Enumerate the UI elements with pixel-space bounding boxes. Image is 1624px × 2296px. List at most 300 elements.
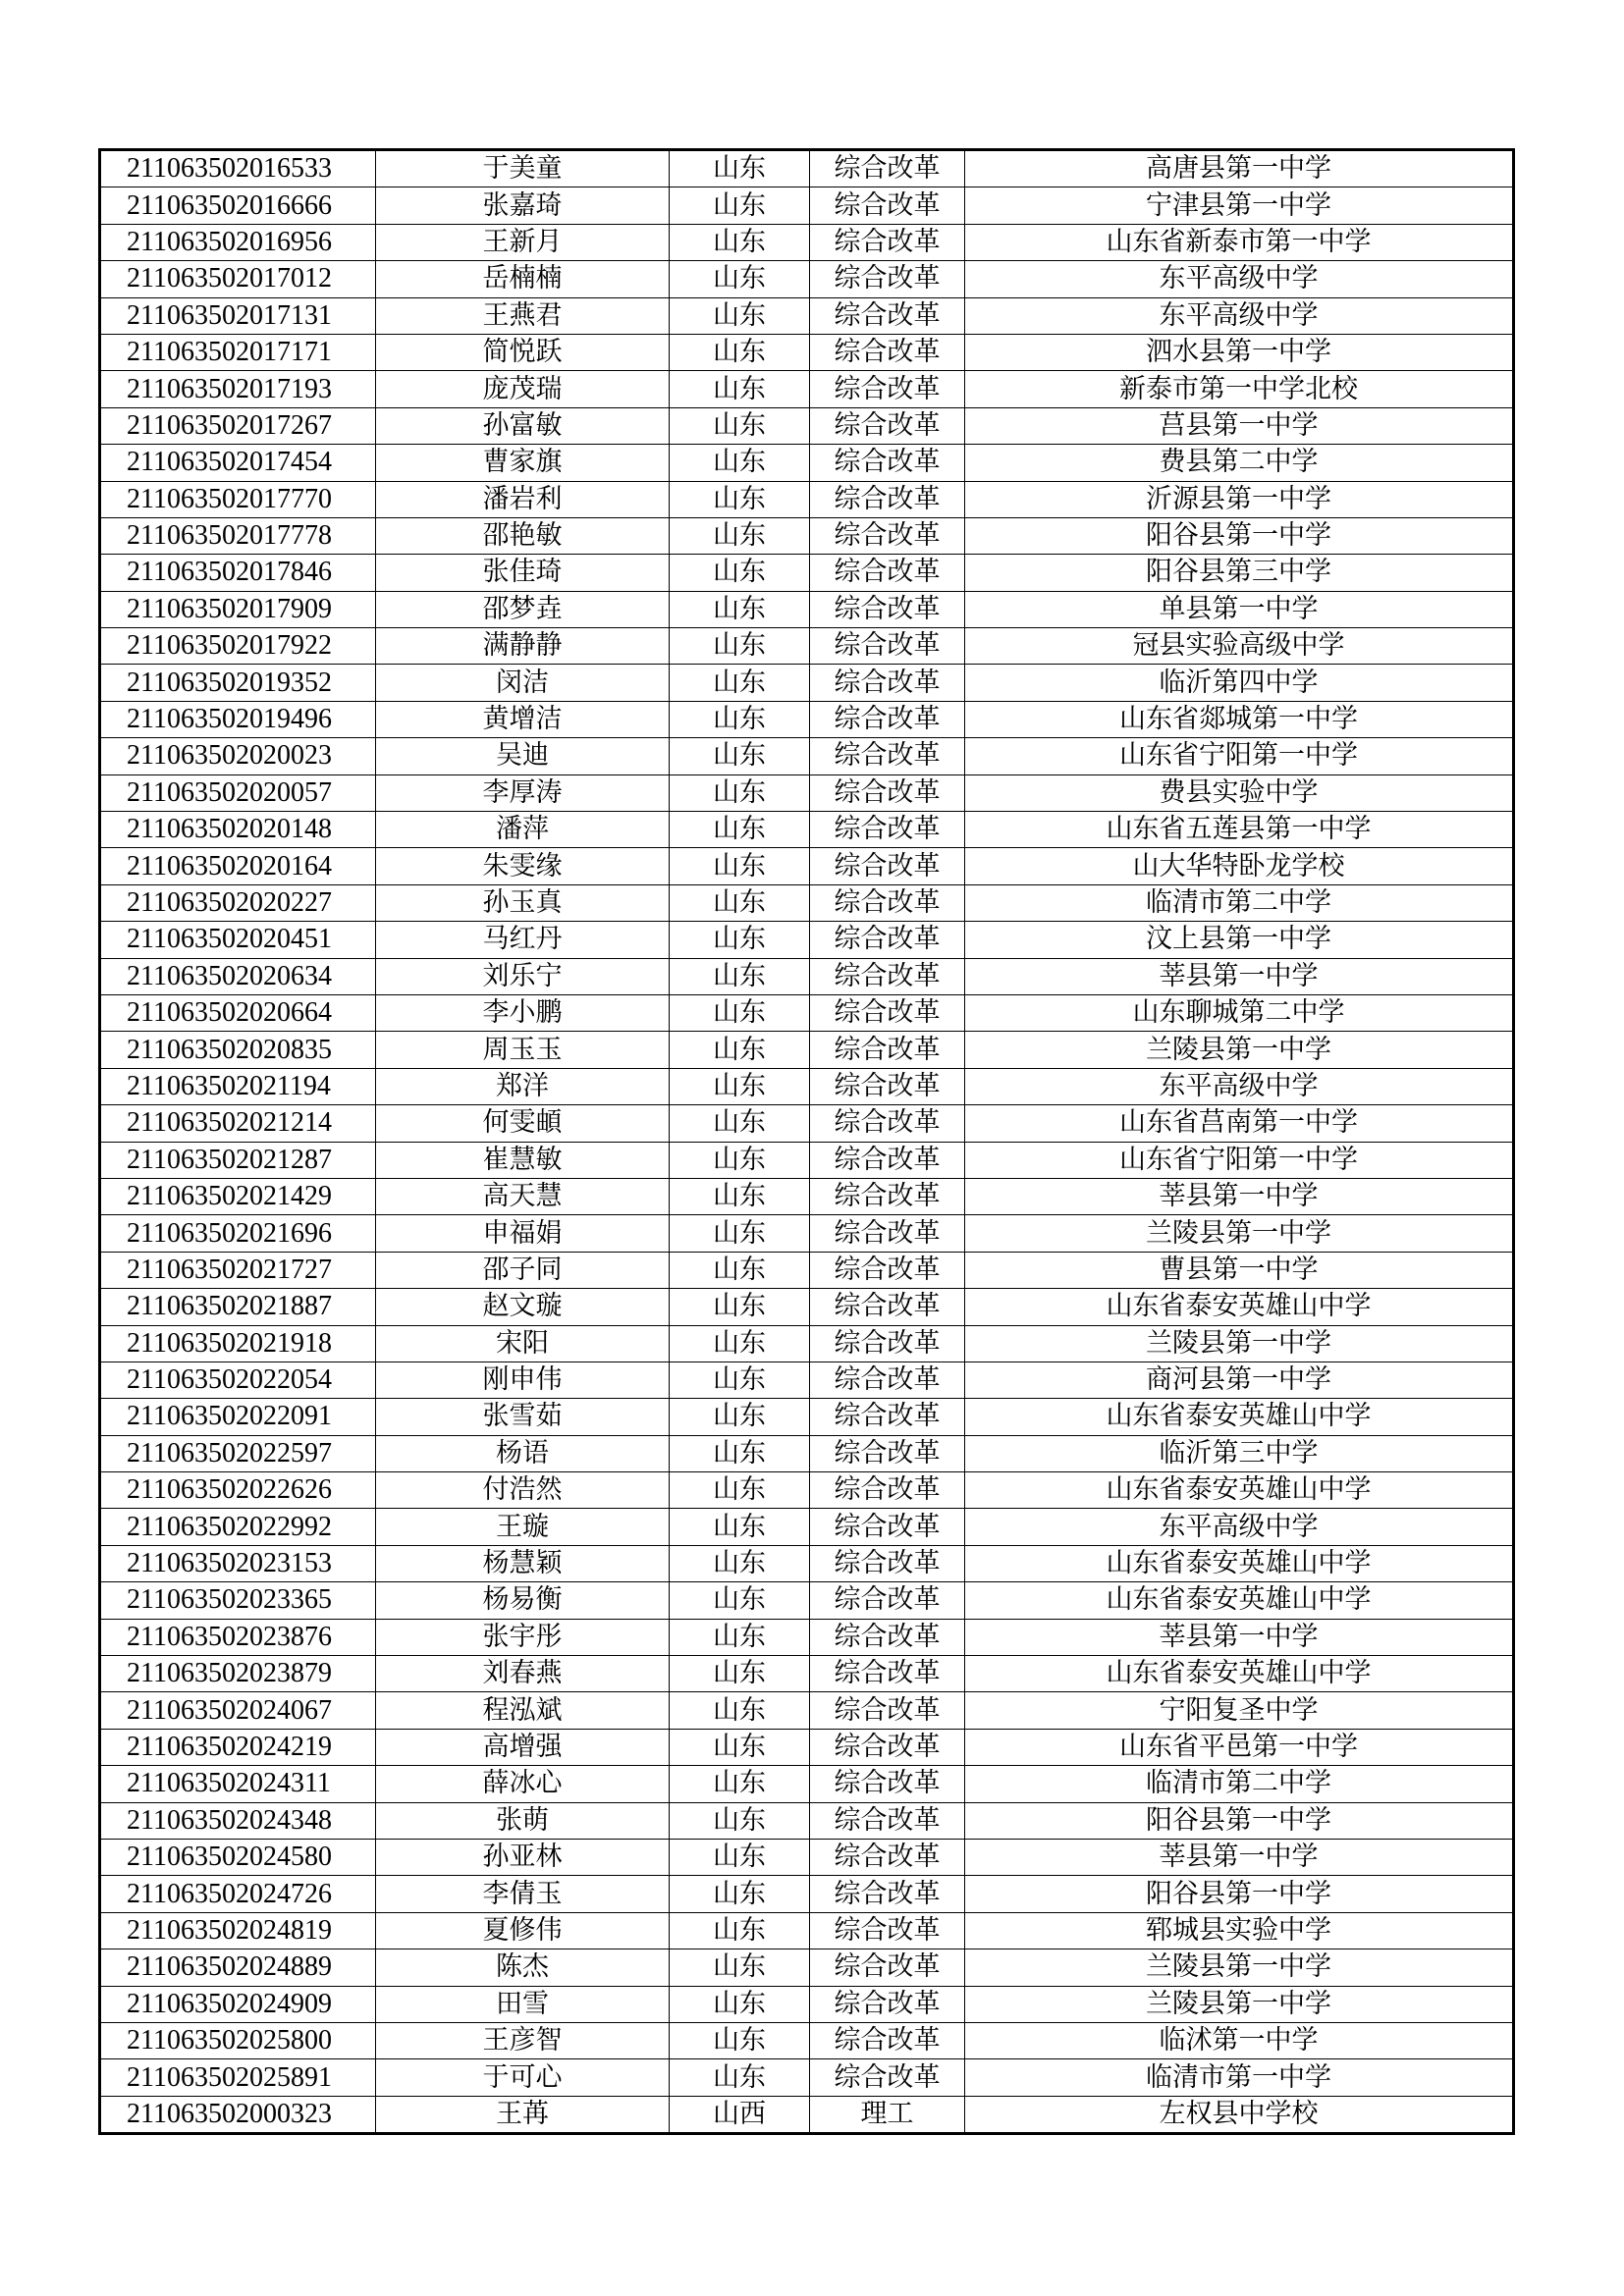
- student-name-cell: 田雪: [376, 1986, 670, 2022]
- student-name-cell: 王璇: [376, 1509, 670, 1545]
- exam-id-cell: 211063502017909: [100, 591, 376, 627]
- exam-id-cell: 211063502000323: [100, 2096, 376, 2133]
- school-cell: 兰陵县第一中学: [965, 1215, 1514, 1252]
- category-cell: 综合改革: [810, 958, 965, 994]
- exam-id-cell: 211063502016533: [100, 150, 376, 187]
- category-cell: 综合改革: [810, 1105, 965, 1142]
- table-row: [100, 1876, 1514, 1912]
- province-cell: 山东: [670, 1472, 810, 1509]
- exam-id-cell: 211063502020227: [100, 884, 376, 921]
- school-cell: 阳谷县第一中学: [965, 517, 1514, 554]
- student-name-cell: 朱雯缘: [376, 848, 670, 884]
- school-cell: 山东省莒南第一中学: [965, 1105, 1514, 1142]
- exam-id-cell: 211063502022597: [100, 1435, 376, 1471]
- province-cell: 山东: [670, 848, 810, 884]
- student-name-cell: 孙玉真: [376, 884, 670, 921]
- student-name-cell: 薛冰心: [376, 1766, 670, 1802]
- category-cell: 综合改革: [810, 774, 965, 811]
- category-cell: 综合改革: [810, 1509, 965, 1545]
- category-cell: 综合改革: [810, 922, 965, 958]
- exam-id-cell: 211063502020148: [100, 812, 376, 848]
- category-cell: 综合改革: [810, 701, 965, 737]
- student-name-cell: 黄增洁: [376, 701, 670, 737]
- province-cell: 山东: [670, 371, 810, 407]
- exam-id-cell: 211063502017846: [100, 555, 376, 591]
- exam-id-cell: 211063502016956: [100, 224, 376, 260]
- school-cell: 莘县第一中学: [965, 1619, 1514, 1655]
- school-cell: 山东聊城第二中学: [965, 994, 1514, 1031]
- school-cell: 山东省泰安英雄山中学: [965, 1399, 1514, 1435]
- province-cell: 山东: [670, 1252, 810, 1288]
- exam-id-cell: 211063502020023: [100, 738, 376, 774]
- school-cell: 阳谷县第三中学: [965, 555, 1514, 591]
- school-cell: 莘县第一中学: [965, 1178, 1514, 1214]
- table-row: [100, 1435, 1514, 1471]
- exam-id-cell: 211063502020164: [100, 848, 376, 884]
- province-cell: 山东: [670, 1215, 810, 1252]
- province-cell: 山东: [670, 1032, 810, 1068]
- table-row: [100, 445, 1514, 481]
- exam-id-cell: 211063502020634: [100, 958, 376, 994]
- table-row: [100, 2022, 1514, 2058]
- province-cell: 山东: [670, 2059, 810, 2096]
- province-cell: 山东: [670, 1802, 810, 1839]
- exam-id-cell: 211063502016666: [100, 187, 376, 224]
- table-row: [100, 591, 1514, 627]
- category-cell: 综合改革: [810, 884, 965, 921]
- province-cell: 山东: [670, 884, 810, 921]
- category-cell: 综合改革: [810, 1839, 965, 1875]
- exam-id-cell: 211063502017922: [100, 628, 376, 665]
- province-cell: 山东: [670, 297, 810, 334]
- school-cell: 临沂第四中学: [965, 665, 1514, 701]
- school-cell: 东平高级中学: [965, 1509, 1514, 1545]
- student-name-cell: 申福娟: [376, 1215, 670, 1252]
- student-name-cell: 王彦智: [376, 2022, 670, 2058]
- province-cell: 山东: [670, 1912, 810, 1949]
- category-cell: 综合改革: [810, 1215, 965, 1252]
- table-row: [100, 555, 1514, 591]
- exam-id-cell: 211063502024219: [100, 1729, 376, 1765]
- school-cell: 宁阳复圣中学: [965, 1692, 1514, 1729]
- school-cell: 高唐县第一中学: [965, 150, 1514, 187]
- table-row: [100, 187, 1514, 224]
- province-cell: 山东: [670, 1362, 810, 1398]
- school-cell: 山东省郯城第一中学: [965, 701, 1514, 737]
- table-row: [100, 922, 1514, 958]
- table-row: [100, 1766, 1514, 1802]
- category-cell: 综合改革: [810, 1729, 965, 1765]
- table-row: [100, 1656, 1514, 1692]
- student-name-cell: 潘岩利: [376, 481, 670, 517]
- exam-id-cell: 211063502017012: [100, 261, 376, 297]
- table-row: [100, 1362, 1514, 1398]
- student-name-cell: 周玉玉: [376, 1032, 670, 1068]
- table-row: [100, 1582, 1514, 1619]
- province-cell: 山东: [670, 1325, 810, 1362]
- school-cell: 单县第一中学: [965, 591, 1514, 627]
- exam-id-cell: 211063502019496: [100, 701, 376, 737]
- school-cell: 郓城县实验中学: [965, 1912, 1514, 1949]
- student-name-cell: 陈杰: [376, 1949, 670, 1986]
- table-row: [100, 738, 1514, 774]
- category-cell: 综合改革: [810, 591, 965, 627]
- exam-id-cell: 211063502024348: [100, 1802, 376, 1839]
- exam-id-cell: 211063502024889: [100, 1949, 376, 1986]
- province-cell: 山东: [670, 1619, 810, 1655]
- exam-id-cell: 211063502021214: [100, 1105, 376, 1142]
- category-cell: 综合改革: [810, 1582, 965, 1619]
- student-name-cell: 邵子同: [376, 1252, 670, 1288]
- exam-id-cell: 211063502021429: [100, 1178, 376, 1214]
- table-row: [100, 1142, 1514, 1178]
- province-cell: 山东: [670, 738, 810, 774]
- exam-id-cell: 211063502021696: [100, 1215, 376, 1252]
- province-cell: 山东: [670, 1692, 810, 1729]
- student-name-cell: 王苒: [376, 2096, 670, 2133]
- student-name-cell: 郑洋: [376, 1068, 670, 1104]
- student-name-cell: 刘乐宁: [376, 958, 670, 994]
- student-name-cell: 刚申伟: [376, 1362, 670, 1398]
- province-cell: 山东: [670, 665, 810, 701]
- category-cell: 综合改革: [810, 1178, 965, 1214]
- student-name-cell: 张佳琦: [376, 555, 670, 591]
- table-row: [100, 1545, 1514, 1581]
- category-cell: 综合改革: [810, 1802, 965, 1839]
- province-cell: 山东: [670, 1949, 810, 1986]
- student-name-cell: 岳楠楠: [376, 261, 670, 297]
- category-cell: 综合改革: [810, 848, 965, 884]
- table-row: [100, 848, 1514, 884]
- roster-body: [100, 150, 1514, 2134]
- student-name-cell: 杨易衡: [376, 1582, 670, 1619]
- table-row: [100, 1619, 1514, 1655]
- student-name-cell: 庞茂瑞: [376, 371, 670, 407]
- province-cell: 山东: [670, 1839, 810, 1875]
- table-row: [100, 1472, 1514, 1509]
- exam-id-cell: 211063502025891: [100, 2059, 376, 2096]
- exam-id-cell: 211063502017267: [100, 407, 376, 444]
- table-row: [100, 150, 1514, 187]
- category-cell: 综合改革: [810, 555, 965, 591]
- student-name-cell: 李小鹏: [376, 994, 670, 1031]
- school-cell: 曹县第一中学: [965, 1252, 1514, 1288]
- school-cell: 冠县实验高级中学: [965, 628, 1514, 665]
- category-cell: 综合改革: [810, 1362, 965, 1398]
- province-cell: 山东: [670, 261, 810, 297]
- province-cell: 山东: [670, 1178, 810, 1214]
- exam-id-cell: 211063502022091: [100, 1399, 376, 1435]
- table-row: [100, 481, 1514, 517]
- province-cell: 山东: [670, 1435, 810, 1471]
- province-cell: 山东: [670, 1729, 810, 1765]
- category-cell: 综合改革: [810, 150, 965, 187]
- exam-id-cell: 211063502020835: [100, 1032, 376, 1068]
- student-name-cell: 赵文璇: [376, 1289, 670, 1325]
- school-cell: 山东省泰安英雄山中学: [965, 1545, 1514, 1581]
- table-row: [100, 517, 1514, 554]
- category-cell: 综合改革: [810, 2022, 965, 2058]
- category-cell: 综合改革: [810, 1545, 965, 1581]
- school-cell: 山东省泰安英雄山中学: [965, 1289, 1514, 1325]
- student-name-cell: 王燕君: [376, 297, 670, 334]
- student-name-cell: 宋阳: [376, 1325, 670, 1362]
- table-row: [100, 1912, 1514, 1949]
- table-row: [100, 1032, 1514, 1068]
- student-name-cell: 马红丹: [376, 922, 670, 958]
- category-cell: 综合改革: [810, 1399, 965, 1435]
- province-cell: 山东: [670, 1582, 810, 1619]
- school-cell: 临清市第一中学: [965, 2059, 1514, 2096]
- school-cell: 莘县第一中学: [965, 958, 1514, 994]
- category-cell: 综合改革: [810, 1692, 965, 1729]
- school-cell: 山东省五莲县第一中学: [965, 812, 1514, 848]
- category-cell: 理工: [810, 2096, 965, 2133]
- category-cell: 综合改革: [810, 334, 965, 370]
- table-row: [100, 2059, 1514, 2096]
- province-cell: 山西: [670, 2096, 810, 2133]
- exam-id-cell: 211063502021287: [100, 1142, 376, 1178]
- table-row: [100, 774, 1514, 811]
- province-cell: 山东: [670, 445, 810, 481]
- category-cell: 综合改革: [810, 481, 965, 517]
- exam-id-cell: 211063502017770: [100, 481, 376, 517]
- student-name-cell: 高天慧: [376, 1178, 670, 1214]
- province-cell: 山东: [670, 224, 810, 260]
- category-cell: 综合改革: [810, 1619, 965, 1655]
- exam-id-cell: 211063502020451: [100, 922, 376, 958]
- school-cell: 费县第二中学: [965, 445, 1514, 481]
- school-cell: 山东省平邑第一中学: [965, 1729, 1514, 1765]
- exam-id-cell: 211063502022626: [100, 1472, 376, 1509]
- table-row: [100, 1986, 1514, 2022]
- school-cell: 兰陵县第一中学: [965, 1949, 1514, 1986]
- table-row: [100, 371, 1514, 407]
- exam-id-cell: 211063502025800: [100, 2022, 376, 2058]
- exam-id-cell: 211063502024580: [100, 1839, 376, 1875]
- student-name-cell: 于美童: [376, 150, 670, 187]
- school-cell: 东平高级中学: [965, 297, 1514, 334]
- exam-id-cell: 211063502022054: [100, 1362, 376, 1398]
- student-name-cell: 杨语: [376, 1435, 670, 1471]
- school-cell: 莘县第一中学: [965, 1839, 1514, 1875]
- province-cell: 山东: [670, 591, 810, 627]
- exam-id-cell: 211063502019352: [100, 665, 376, 701]
- province-cell: 山东: [670, 2022, 810, 2058]
- category-cell: 综合改革: [810, 1986, 965, 2022]
- province-cell: 山东: [670, 481, 810, 517]
- province-cell: 山东: [670, 150, 810, 187]
- table-row: [100, 1215, 1514, 1252]
- school-cell: 山大华特卧龙学校: [965, 848, 1514, 884]
- exam-id-cell: 211063502021727: [100, 1252, 376, 1288]
- province-cell: 山东: [670, 1876, 810, 1912]
- school-cell: 山东省泰安英雄山中学: [965, 1656, 1514, 1692]
- student-name-cell: 简悦跃: [376, 334, 670, 370]
- table-row: [100, 1509, 1514, 1545]
- exam-id-cell: 211063502017171: [100, 334, 376, 370]
- table-row: [100, 1692, 1514, 1729]
- student-name-cell: 邵梦垚: [376, 591, 670, 627]
- school-cell: 费县实验中学: [965, 774, 1514, 811]
- school-cell: 山东省泰安英雄山中学: [965, 1472, 1514, 1509]
- student-name-cell: 张雪茹: [376, 1399, 670, 1435]
- exam-id-cell: 211063502024819: [100, 1912, 376, 1949]
- exam-id-cell: 211063502024726: [100, 1876, 376, 1912]
- table-row: [100, 1325, 1514, 1362]
- exam-id-cell: 211063502023879: [100, 1656, 376, 1692]
- province-cell: 山东: [670, 1399, 810, 1435]
- student-name-cell: 满静静: [376, 628, 670, 665]
- school-cell: 宁津县第一中学: [965, 187, 1514, 224]
- category-cell: 综合改革: [810, 187, 965, 224]
- exam-id-cell: 211063502017193: [100, 371, 376, 407]
- exam-id-cell: 211063502017778: [100, 517, 376, 554]
- student-name-cell: 崔慧敏: [376, 1142, 670, 1178]
- table-row: [100, 224, 1514, 260]
- category-cell: 综合改革: [810, 297, 965, 334]
- province-cell: 山东: [670, 187, 810, 224]
- school-cell: 临沂第三中学: [965, 1435, 1514, 1471]
- table-row: [100, 1729, 1514, 1765]
- student-name-cell: 杨慧颖: [376, 1545, 670, 1581]
- table-row: [100, 701, 1514, 737]
- student-name-cell: 李倩玉: [376, 1876, 670, 1912]
- table-row: [100, 994, 1514, 1031]
- table-row: [100, 665, 1514, 701]
- student-name-cell: 刘春燕: [376, 1656, 670, 1692]
- province-cell: 山东: [670, 334, 810, 370]
- category-cell: 综合改革: [810, 371, 965, 407]
- table-row: [100, 2096, 1514, 2133]
- school-cell: 汶上县第一中学: [965, 922, 1514, 958]
- province-cell: 山东: [670, 812, 810, 848]
- school-cell: 兰陵县第一中学: [965, 1325, 1514, 1362]
- exam-id-cell: 211063502021194: [100, 1068, 376, 1104]
- table-row: [100, 1178, 1514, 1214]
- province-cell: 山东: [670, 1656, 810, 1692]
- category-cell: 综合改革: [810, 628, 965, 665]
- category-cell: 综合改革: [810, 994, 965, 1031]
- table-row: [100, 1399, 1514, 1435]
- province-cell: 山东: [670, 1068, 810, 1104]
- exam-id-cell: 211063502020664: [100, 994, 376, 1031]
- student-name-cell: 孙亚林: [376, 1839, 670, 1875]
- table-row: [100, 1289, 1514, 1325]
- province-cell: 山东: [670, 1986, 810, 2022]
- category-cell: 综合改革: [810, 1032, 965, 1068]
- province-cell: 山东: [670, 701, 810, 737]
- category-cell: 综合改革: [810, 224, 965, 260]
- province-cell: 山东: [670, 922, 810, 958]
- table-row: [100, 1105, 1514, 1142]
- school-cell: 泗水县第一中学: [965, 334, 1514, 370]
- student-name-cell: 程泓斌: [376, 1692, 670, 1729]
- school-cell: 沂源县第一中学: [965, 481, 1514, 517]
- table-row: [100, 334, 1514, 370]
- category-cell: 综合改革: [810, 1656, 965, 1692]
- table-row: [100, 407, 1514, 444]
- student-name-cell: 孙富敏: [376, 407, 670, 444]
- category-cell: 综合改革: [810, 1876, 965, 1912]
- student-name-cell: 张萌: [376, 1802, 670, 1839]
- category-cell: 综合改革: [810, 812, 965, 848]
- school-cell: 莒县第一中学: [965, 407, 1514, 444]
- category-cell: 综合改革: [810, 1766, 965, 1802]
- table-row: [100, 1802, 1514, 1839]
- student-name-cell: 闵洁: [376, 665, 670, 701]
- exam-id-cell: 211063502024067: [100, 1692, 376, 1729]
- student-name-cell: 付浩然: [376, 1472, 670, 1509]
- province-cell: 山东: [670, 407, 810, 444]
- table-row: [100, 1068, 1514, 1104]
- student-name-cell: 张宇彤: [376, 1619, 670, 1655]
- school-cell: 临清市第二中学: [965, 1766, 1514, 1802]
- province-cell: 山东: [670, 555, 810, 591]
- student-name-cell: 于可心: [376, 2059, 670, 2096]
- school-cell: 兰陵县第一中学: [965, 1032, 1514, 1068]
- exam-id-cell: 211063502021918: [100, 1325, 376, 1362]
- category-cell: 综合改革: [810, 665, 965, 701]
- category-cell: 综合改革: [810, 2059, 965, 2096]
- province-cell: 山东: [670, 958, 810, 994]
- student-name-cell: 夏修伟: [376, 1912, 670, 1949]
- school-cell: 阳谷县第一中学: [965, 1876, 1514, 1912]
- category-cell: 综合改革: [810, 1325, 965, 1362]
- category-cell: 综合改革: [810, 1252, 965, 1288]
- category-cell: 综合改革: [810, 517, 965, 554]
- province-cell: 山东: [670, 1142, 810, 1178]
- school-cell: 东平高级中学: [965, 1068, 1514, 1104]
- province-cell: 山东: [670, 1766, 810, 1802]
- student-name-cell: 张嘉琦: [376, 187, 670, 224]
- student-name-cell: 邵艳敏: [376, 517, 670, 554]
- table-row: [100, 884, 1514, 921]
- province-cell: 山东: [670, 1289, 810, 1325]
- exam-id-cell: 211063502017131: [100, 297, 376, 334]
- category-cell: 综合改革: [810, 1949, 965, 1986]
- school-cell: 左权县中学校: [965, 2096, 1514, 2133]
- province-cell: 山东: [670, 774, 810, 811]
- exam-id-cell: 211063502024909: [100, 1986, 376, 2022]
- exam-id-cell: 211063502024311: [100, 1766, 376, 1802]
- category-cell: 综合改革: [810, 1068, 965, 1104]
- category-cell: 综合改革: [810, 1142, 965, 1178]
- student-name-cell: 吴迪: [376, 738, 670, 774]
- school-cell: 山东省泰安英雄山中学: [965, 1582, 1514, 1619]
- exam-id-cell: 211063502020057: [100, 774, 376, 811]
- school-cell: 兰陵县第一中学: [965, 1986, 1514, 2022]
- province-cell: 山东: [670, 1509, 810, 1545]
- province-cell: 山东: [670, 1105, 810, 1142]
- school-cell: 商河县第一中学: [965, 1362, 1514, 1398]
- exam-id-cell: 211063502022992: [100, 1509, 376, 1545]
- student-name-cell: 高增强: [376, 1729, 670, 1765]
- category-cell: 综合改革: [810, 1435, 965, 1471]
- table-row: [100, 261, 1514, 297]
- category-cell: 综合改革: [810, 738, 965, 774]
- exam-id-cell: 211063502021887: [100, 1289, 376, 1325]
- school-cell: 新泰市第一中学北校: [965, 371, 1514, 407]
- table-row: [100, 958, 1514, 994]
- province-cell: 山东: [670, 1545, 810, 1581]
- student-name-cell: 李厚涛: [376, 774, 670, 811]
- school-cell: 东平高级中学: [965, 261, 1514, 297]
- school-cell: 临清市第二中学: [965, 884, 1514, 921]
- table-row: [100, 297, 1514, 334]
- exam-id-cell: 211063502023876: [100, 1619, 376, 1655]
- student-name-cell: 潘萍: [376, 812, 670, 848]
